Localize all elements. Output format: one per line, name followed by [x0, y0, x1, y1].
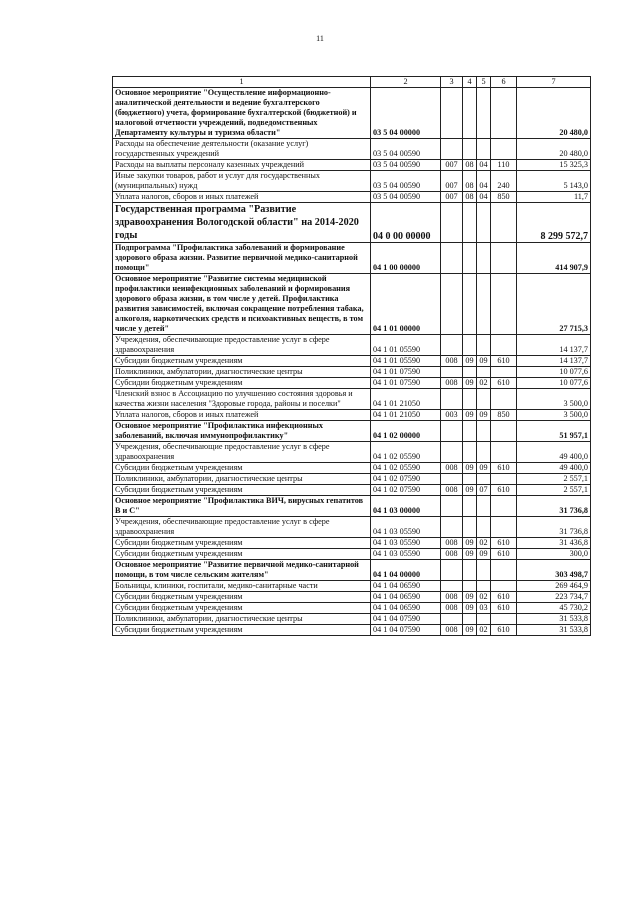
ministry-code [441, 581, 463, 592]
ministry-code: 008 [441, 625, 463, 636]
target-code: 04 1 03 05590 [371, 549, 441, 560]
section-code [463, 335, 477, 356]
item-name: Субсидии бюджетным учреждениям [113, 463, 371, 474]
subsection-code: 07 [477, 485, 491, 496]
item-name: Учреждения, обеспечивающие предоставление услуг в сфере здравоохранения [113, 335, 371, 356]
amount: 14 137,7 [517, 356, 591, 367]
section-code: 09 [463, 378, 477, 389]
table-row [113, 560, 591, 581]
subsection-code [477, 367, 491, 378]
ministry-code [441, 203, 463, 243]
amount: 15 325,3 [517, 160, 591, 171]
target-code: 04 1 01 21050 [371, 410, 441, 421]
expense-type-code: 610 [491, 378, 517, 389]
item-name: Субсидии бюджетным учреждениям [113, 592, 371, 603]
target-code: 04 1 03 05590 [371, 517, 441, 538]
expense-type-code: 110 [491, 160, 517, 171]
amount: 14 137,7 [517, 335, 591, 356]
expense-type-code [491, 243, 517, 274]
item-name: Расходы на обеспечение деятельности (оказание услуг) государственных учреждений [113, 139, 371, 160]
item-name: Субсидии бюджетным учреждениям [113, 378, 371, 389]
amount: 303 498,7 [517, 560, 591, 581]
item-name: Государственная программа "Развитие здравоохранения Вологодской области" на 2014-2020 годы [113, 203, 371, 243]
expense-type-code [491, 581, 517, 592]
ministry-code [441, 614, 463, 625]
subsection-code: 02 [477, 538, 491, 549]
target-code: 04 1 01 05590 [371, 335, 441, 356]
section-code [463, 421, 477, 442]
ministry-code [441, 139, 463, 160]
item-name: Основное мероприятие "Развитие системы медицинской профилактики неинфекционных заболеваний и формирования здорового образа жизни, в том числе у детей. Профилактика развития зависимостей, включая сокращение потребления табака, алкоголя, наркотических средств и психоактивных веществ, в том числе у детей" [113, 274, 371, 335]
expense-type-code: 610 [491, 549, 517, 560]
amount: 414 907,9 [517, 243, 591, 274]
expense-type-code [491, 203, 517, 243]
ministry-code [441, 474, 463, 485]
expense-type-code [491, 614, 517, 625]
subsection-code: 09 [477, 356, 491, 367]
amount: 10 077,6 [517, 367, 591, 378]
target-code: 04 1 03 00000 [371, 496, 441, 517]
section-code [463, 442, 477, 463]
expense-type-code [491, 442, 517, 463]
expense-type-code [491, 88, 517, 139]
expense-type-code [491, 474, 517, 485]
item-name: Основное мероприятие "Профилактика ВИЧ, вирусных гепатитов В и С" [113, 496, 371, 517]
target-code: 04 1 01 05590 [371, 356, 441, 367]
expense-type-code [491, 389, 517, 410]
item-name: Членский взнос в Ассоциацию по улучшению состояния здоровья и качества жизни населения "Здоровые города, районы и поселки" [113, 389, 371, 410]
subsection-code [477, 421, 491, 442]
header-cell: 5 [477, 77, 491, 88]
item-name: Основное мероприятие "Осуществление информационно-аналитической деятельности и ведение бухгалтерского (бюджетного) учета, формирование бухгалтерской (бюджетной) и налоговой отчетности учреждений, подведомственных Департаменту культуры и туризма области" [113, 88, 371, 139]
table-row [113, 389, 591, 410]
ministry-code: 008 [441, 603, 463, 614]
item-name: Субсидии бюджетным учреждениям [113, 538, 371, 549]
section-code [463, 367, 477, 378]
ministry-code [441, 560, 463, 581]
table-row [113, 367, 591, 378]
item-name: Учреждения, обеспечивающие предоставление услуг в сфере здравоохранения [113, 517, 371, 538]
target-code: 04 1 01 21050 [371, 389, 441, 410]
expense-type-code [491, 139, 517, 160]
amount: 31 533,8 [517, 614, 591, 625]
subsection-code: 02 [477, 625, 491, 636]
table-row [113, 356, 591, 367]
amount: 2 557,1 [517, 485, 591, 496]
amount: 3 500,0 [517, 410, 591, 421]
item-name: Субсидии бюджетным учреждениям [113, 356, 371, 367]
amount: 27 715,3 [517, 274, 591, 335]
table-row [113, 581, 591, 592]
target-code: 04 1 01 07590 [371, 378, 441, 389]
ministry-code: 008 [441, 592, 463, 603]
ministry-code [441, 517, 463, 538]
target-code: 03 5 04 00590 [371, 160, 441, 171]
subsection-code [477, 496, 491, 517]
ministry-code [441, 496, 463, 517]
subsection-code: 02 [477, 592, 491, 603]
table-row [113, 378, 591, 389]
header-cell: 2 [371, 77, 441, 88]
table-row [113, 625, 591, 636]
item-name: Поликлиники, амбулатории, диагностические центры [113, 474, 371, 485]
subsection-code [477, 614, 491, 625]
item-name: Основное мероприятие "Развитие первичной медико-санитарной помощи, в том числе сельским жителям" [113, 560, 371, 581]
table-row [113, 192, 591, 203]
subsection-code [477, 335, 491, 356]
table-row [113, 139, 591, 160]
expense-type-code [491, 517, 517, 538]
section-code: 09 [463, 603, 477, 614]
expense-type-code: 850 [491, 192, 517, 203]
target-code: 04 1 02 05590 [371, 442, 441, 463]
table-row [113, 592, 591, 603]
section-code [463, 389, 477, 410]
ministry-code [441, 243, 463, 274]
table-row [113, 335, 591, 356]
ministry-code: 008 [441, 485, 463, 496]
ministry-code: 008 [441, 463, 463, 474]
target-code: 03 5 04 00590 [371, 192, 441, 203]
subsection-code [477, 581, 491, 592]
header-cell: 1 [113, 77, 371, 88]
item-name: Субсидии бюджетным учреждениям [113, 549, 371, 560]
section-code: 09 [463, 463, 477, 474]
table-row [113, 549, 591, 560]
ministry-code [441, 335, 463, 356]
item-name: Учреждения, обеспечивающие предоставление услуг в сфере здравоохранения [113, 442, 371, 463]
table-row [113, 203, 591, 243]
target-code: 04 1 02 05590 [371, 463, 441, 474]
target-code: 04 1 04 07590 [371, 614, 441, 625]
expense-type-code: 610 [491, 485, 517, 496]
item-name: Больницы, клиники, госпитали, медико-санитарные части [113, 581, 371, 592]
subsection-code [477, 203, 491, 243]
section-code: 09 [463, 538, 477, 549]
table-row [113, 274, 591, 335]
item-name: Иные закупки товаров, работ и услуг для государственных (муниципальных) нужд [113, 171, 371, 192]
item-name: Подпрограмма "Профилактика заболеваний и формирование здорового образа жизни. Развитие первичной медико-санитарной помощи" [113, 243, 371, 274]
target-code: 04 1 01 00000 [371, 274, 441, 335]
section-code: 09 [463, 410, 477, 421]
section-code: 09 [463, 356, 477, 367]
section-code [463, 614, 477, 625]
table-row [113, 485, 591, 496]
table-row [113, 421, 591, 442]
expense-type-code: 610 [491, 625, 517, 636]
table-row [113, 496, 591, 517]
ministry-code [441, 88, 463, 139]
section-code: 08 [463, 171, 477, 192]
item-name: Субсидии бюджетным учреждениям [113, 603, 371, 614]
target-code: 04 1 02 07590 [371, 474, 441, 485]
target-code: 04 1 03 05590 [371, 538, 441, 549]
subsection-code [477, 274, 491, 335]
amount: 5 143,0 [517, 171, 591, 192]
subsection-code [477, 560, 491, 581]
subsection-code: 09 [477, 463, 491, 474]
amount: 269 464,9 [517, 581, 591, 592]
subsection-code [477, 442, 491, 463]
subsection-code [477, 88, 491, 139]
target-code: 04 1 04 00000 [371, 560, 441, 581]
amount: 300,0 [517, 549, 591, 560]
amount: 31 436,8 [517, 538, 591, 549]
table-row [113, 474, 591, 485]
section-code [463, 517, 477, 538]
amount: 20 480,0 [517, 139, 591, 160]
table-body [113, 77, 591, 636]
item-name: Поликлиники, амбулатории, диагностические центры [113, 614, 371, 625]
target-code: 04 1 04 06590 [371, 592, 441, 603]
section-code: 09 [463, 485, 477, 496]
expense-type-code [491, 496, 517, 517]
amount: 31 533,8 [517, 625, 591, 636]
page-number: 11 [316, 34, 324, 43]
target-code: 04 1 02 00000 [371, 421, 441, 442]
section-code [463, 474, 477, 485]
table-row [113, 614, 591, 625]
ministry-code: 007 [441, 160, 463, 171]
subsection-code: 09 [477, 549, 491, 560]
ministry-code: 003 [441, 410, 463, 421]
subsection-code: 09 [477, 410, 491, 421]
subsection-code: 04 [477, 171, 491, 192]
subsection-code [477, 517, 491, 538]
table-row [113, 463, 591, 474]
target-code: 03 5 04 00000 [371, 88, 441, 139]
ministry-code [441, 421, 463, 442]
section-code [463, 243, 477, 274]
expense-type-code: 610 [491, 463, 517, 474]
ministry-code [441, 389, 463, 410]
item-name: Поликлиники, амбулатории, диагностические центры [113, 367, 371, 378]
item-name: Уплата налогов, сборов и иных платежей [113, 192, 371, 203]
budget-table [112, 76, 591, 636]
header-row [113, 77, 591, 88]
expense-type-code: 610 [491, 603, 517, 614]
expense-type-code [491, 335, 517, 356]
amount: 31 736,8 [517, 496, 591, 517]
item-name: Основное мероприятие "Профилактика инфекционных заболеваний, включая иммунопрофилактику" [113, 421, 371, 442]
ministry-code: 008 [441, 356, 463, 367]
expense-type-code [491, 367, 517, 378]
header-cell: 7 [517, 77, 591, 88]
expense-type-code [491, 560, 517, 581]
section-code [463, 139, 477, 160]
ministry-code: 007 [441, 171, 463, 192]
target-code: 03 5 04 00590 [371, 139, 441, 160]
table-row [113, 603, 591, 614]
ministry-code: 008 [441, 538, 463, 549]
subsection-code [477, 139, 491, 160]
ministry-code [441, 274, 463, 335]
amount: 8 299 572,7 [517, 203, 591, 243]
amount: 31 736,8 [517, 517, 591, 538]
amount: 2 557,1 [517, 474, 591, 485]
target-code: 04 1 04 07590 [371, 625, 441, 636]
section-code [463, 274, 477, 335]
amount: 20 480,0 [517, 88, 591, 139]
amount: 10 077,6 [517, 378, 591, 389]
table-row [113, 243, 591, 274]
table-row [113, 88, 591, 139]
header-cell: 4 [463, 77, 477, 88]
table-row [113, 171, 591, 192]
ministry-code [441, 367, 463, 378]
ministry-code: 008 [441, 549, 463, 560]
section-code [463, 203, 477, 243]
amount: 45 730,2 [517, 603, 591, 614]
expense-type-code: 850 [491, 410, 517, 421]
expense-type-code [491, 274, 517, 335]
target-code: 04 0 00 00000 [371, 203, 441, 243]
section-code: 08 [463, 192, 477, 203]
table-row [113, 410, 591, 421]
ministry-code: 008 [441, 378, 463, 389]
ministry-code [441, 442, 463, 463]
subsection-code: 03 [477, 603, 491, 614]
subsection-code [477, 389, 491, 410]
table-row [113, 442, 591, 463]
subsection-code: 04 [477, 160, 491, 171]
target-code: 04 1 04 06590 [371, 581, 441, 592]
item-name: Расходы на выплаты персоналу казенных учреждений [113, 160, 371, 171]
target-code: 04 1 00 00000 [371, 243, 441, 274]
item-name: Субсидии бюджетным учреждениям [113, 485, 371, 496]
expense-type-code: 240 [491, 171, 517, 192]
table-row [113, 160, 591, 171]
header-cell: 6 [491, 77, 517, 88]
expense-type-code [491, 421, 517, 442]
target-code: 04 1 01 07590 [371, 367, 441, 378]
item-name: Субсидии бюджетным учреждениям [113, 625, 371, 636]
amount: 223 734,7 [517, 592, 591, 603]
amount: 49 400,0 [517, 442, 591, 463]
amount: 51 957,1 [517, 421, 591, 442]
item-name: Уплата налогов, сборов и иных платежей [113, 410, 371, 421]
ministry-code: 007 [441, 192, 463, 203]
section-code: 09 [463, 625, 477, 636]
subsection-code: 02 [477, 378, 491, 389]
section-code: 09 [463, 592, 477, 603]
subsection-code [477, 243, 491, 274]
section-code [463, 560, 477, 581]
subsection-code: 04 [477, 192, 491, 203]
table-row [113, 538, 591, 549]
section-code [463, 581, 477, 592]
amount: 49 400,0 [517, 463, 591, 474]
amount: 3 500,0 [517, 389, 591, 410]
target-code: 04 1 02 07590 [371, 485, 441, 496]
subsection-code [477, 474, 491, 485]
expense-type-code: 610 [491, 356, 517, 367]
expense-type-code: 610 [491, 538, 517, 549]
section-code [463, 496, 477, 517]
table-row [113, 517, 591, 538]
section-code: 09 [463, 549, 477, 560]
section-code: 08 [463, 160, 477, 171]
header-cell: 3 [441, 77, 463, 88]
expense-type-code: 610 [491, 592, 517, 603]
section-code [463, 88, 477, 139]
target-code: 04 1 04 06590 [371, 603, 441, 614]
amount: 11,7 [517, 192, 591, 203]
target-code: 03 5 04 00590 [371, 171, 441, 192]
